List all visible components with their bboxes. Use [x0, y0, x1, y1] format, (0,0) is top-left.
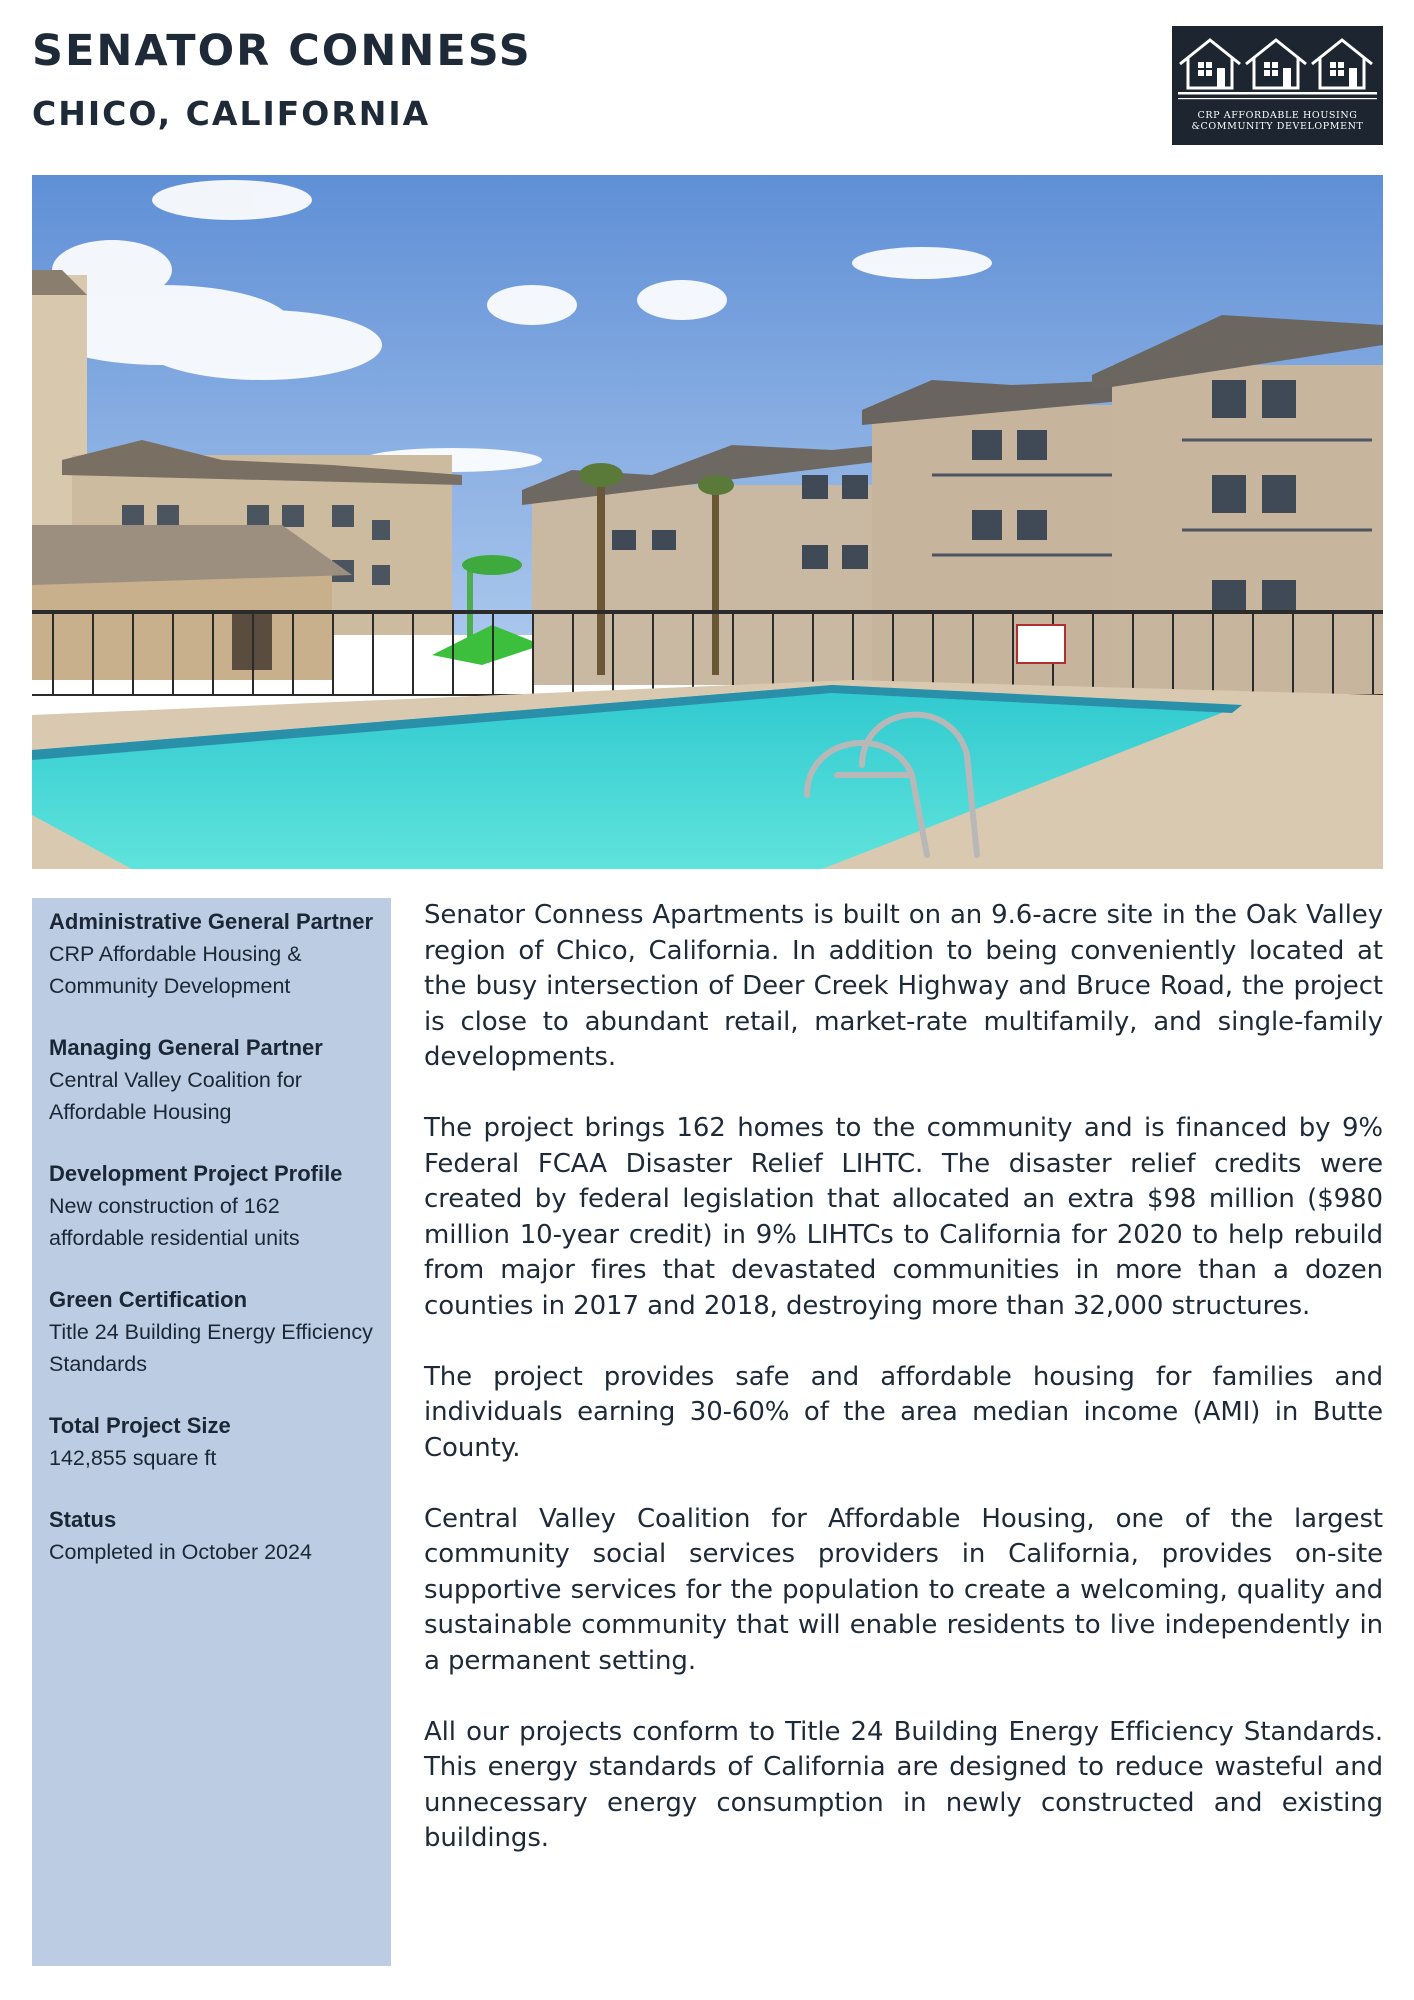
logo-line-2: &COMMUNITY DEVELOPMENT: [1191, 121, 1364, 132]
project-facts-sidebar: [32, 898, 391, 1966]
hero-photo: [32, 175, 1383, 869]
apartment-complex-pool-photo: [32, 175, 1383, 869]
fact-label: Total Project Size: [49, 1413, 231, 1438]
description-paragraph: Central Valley Coalition for Affordable Housing, one of the largest community social services providers in California, provides on-site supportive services for the population to create a welcoming, quality and sustainable community that will enable residents to live independently in a permanent setting.: [424, 1503, 1383, 1676]
fact-managing-general-partner: [49, 1032, 374, 1128]
fact-label: Development Project Profile: [49, 1161, 343, 1186]
fact-value: Title 24 Building Energy Efficiency Standards: [49, 1320, 373, 1376]
fact-project-profile: [49, 1158, 374, 1254]
fact-green-certification: [49, 1284, 374, 1380]
fact-value: Central Valley Coalition for Affordable Housing: [49, 1068, 302, 1124]
description-paragraph: The project brings 162 homes to the community and is financed by 9% Federal FCAA Disaster Relief LIHTC. The disaster relief credits were created by federal legislation that allocated an extra $98 million ($980 million 10-year credit) in 9% LIHTCs to California for 2020 to help rebuild from major fires that devastated communities in more than a dozen counties in 2017 and 2018, destroying more than 32,000 structures.: [424, 1113, 1383, 1321]
logo-wordmark: [1172, 110, 1383, 132]
description-paragraph: The project provides safe and affordable housing for families and individuals earning 30-60% of the area median income (AMI) in Butte County.: [424, 1361, 1383, 1463]
description-paragraph: All our projects conform to Title 24 Building Energy Efficiency Standards. This energy standards of California are designed to reduce wasteful and unnecessary energy consumption in newly constructed and existing buildings.: [424, 1716, 1383, 1853]
fact-label: Managing General Partner: [49, 1035, 323, 1060]
fact-value: Completed in October 2024: [49, 1540, 312, 1564]
project-description: [424, 898, 1383, 1892]
description-paragraph: Senator Conness Apartments is built on an 9.6-acre site in the Oak Valley region of Chico, California. In addition to being conveniently located at the busy intersection of Deer Creek Highway and Bruce Road, the project is close to abundant retail, market-rate multifamily, and single-family developments.: [424, 900, 1383, 1072]
logo-line-1: CRP AFFORDABLE HOUSING: [1197, 110, 1358, 121]
company-logo: [1172, 26, 1383, 145]
fact-label: Administrative General Partner: [49, 909, 374, 934]
fact-total-project-size: [49, 1410, 374, 1474]
fact-label: Status: [49, 1507, 117, 1532]
fact-admin-general-partner: [49, 906, 374, 1002]
page-title: SENATOR CONNESS: [32, 26, 532, 76]
page-subtitle: CHICO, CALIFORNIA: [32, 94, 431, 133]
fact-label: Green Certification: [49, 1287, 248, 1312]
fact-value: New construction of 162 affordable residential units: [49, 1194, 300, 1250]
fact-status: [49, 1504, 374, 1568]
fact-value: CRP Affordable Housing & Community Development: [49, 942, 302, 998]
fact-value: 142,855 square ft: [49, 1446, 217, 1470]
